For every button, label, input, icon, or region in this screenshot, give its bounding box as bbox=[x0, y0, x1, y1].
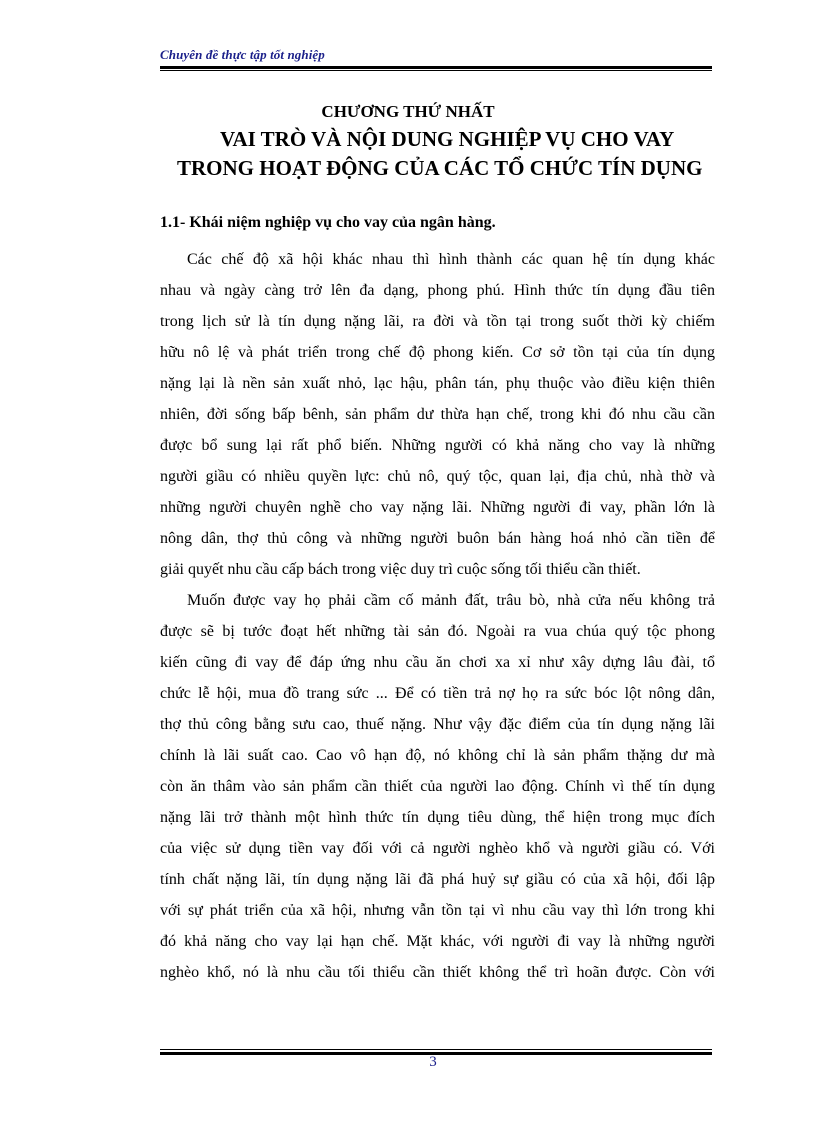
paragraph-line: trong lịch sử là tín dụng nặng lãi, ra đời và tồn tại trong suốt thời kỳ chiếm bbox=[160, 313, 715, 330]
paragraph-line: nghèo khổ, nó là nhu cầu tối thiểu cần thiết không thể trì hoãn được. Còn với bbox=[160, 964, 715, 981]
paragraph-line: người giầu có nhiều quyền lực: chủ nô, quý tộc, quan lại, địa chủ, nhà thờ và bbox=[160, 468, 715, 485]
paragraph-line: chức lễ hội, mua đồ trang sức ... Để có tiền trả nợ họ ra sức bóc lột nông dân, bbox=[160, 685, 715, 702]
paragraph-line: nhau và ngày càng trở lên đa dạng, phong phú. Hình thức tín dụng đầu tiên bbox=[160, 282, 715, 299]
paragraph-line: nhiên, đời sống bấp bênh, sản phẩm dư thừa hạn chế, trong khi đó nhu cầu cần bbox=[160, 406, 715, 423]
paragraph-1 bbox=[160, 244, 715, 585]
paragraph-line: kiến cũng đi vay để đáp ứng nhu cầu ăn chơi xa xỉ như xây dựng lâu đài, tổ bbox=[160, 654, 715, 671]
paragraph-line: chính là lãi suất cao. Cao vô hạn độ, nó không chỉ là sản phẩm thặng dư mà bbox=[160, 747, 715, 764]
paragraph-line: đó khả năng cho vay lại hạn chế. Mặt khác, với người đi vay là những người bbox=[160, 933, 715, 950]
paragraph-line: nông dân, thợ thủ công và những người buôn bán hàng hoá nhỏ cần tiền để bbox=[160, 530, 715, 547]
paragraph-2 bbox=[160, 585, 715, 988]
paragraph-line: được sẽ bị tước đoạt hết những tài sản đó. Ngoài ra vua chúa quý tộc phong bbox=[160, 623, 715, 640]
footer-rule-thin bbox=[160, 1049, 712, 1050]
paragraph-line: của việc sử dụng tiền vay đối với cả người nghèo khổ và người giầu có. Với bbox=[160, 840, 715, 857]
paragraph-line: hữu nô lệ và phát triển trong chế độ phong kiến. Cơ sở tồn tại của tín dụng bbox=[160, 344, 715, 361]
page-number: 3 bbox=[429, 1054, 437, 1070]
header-rule-thin bbox=[160, 70, 712, 71]
paragraph-line: giải quyết nhu cầu cấp bách trong việc duy trì cuộc sống tối thiểu cần thiết. bbox=[160, 561, 641, 578]
section-heading: 1.1- Khái niệm nghiệp vụ cho vay của ngân hàng. bbox=[160, 214, 496, 231]
paragraph-line: Muốn được vay họ phải cầm cố mảnh đất, trâu bò, nhà cửa nếu không trả bbox=[187, 592, 715, 609]
paragraph-line: còn ăn thâm vào sản phẩm cần thiết của người lao động. Chính vì thế tín dụng bbox=[160, 778, 715, 795]
paragraph-line: những người chuyên nghề cho vay nặng lãi. Những người đi vay, phần lớn là bbox=[160, 499, 715, 516]
paragraph-line: với sự phát triển của xã hội, nhưng vẫn tồn tại vì nhu cầu vay thì lớn trong khi bbox=[160, 902, 715, 919]
header-rule bbox=[160, 66, 712, 69]
paragraph-line: nặng lãi trở thành một hình thức tín dụng tiêu dùng, thể hiện trong mục đích bbox=[160, 809, 715, 826]
paragraph-line: tính chất nặng lãi, tín dụng nặng lãi đã phá huỷ sự giầu có của xã hội, đối lập bbox=[160, 871, 715, 888]
chapter-title-line-2: TRONG HOẠT ĐỘNG CỦA CÁC TỔ CHỨC TÍN DỤNG bbox=[177, 156, 703, 180]
paragraph-line: được bổ sung lại rất phổ biến. Những người có khả năng cho vay là những bbox=[160, 437, 715, 454]
paragraph-line: nặng lại là nền sản xuất nhỏ, lạc hậu, phân tán, phụ thuộc vào điều kiện thiên bbox=[160, 375, 715, 392]
chapter-title-line-1: VAI TRÒ VÀ NỘI DUNG NGHIỆP VỤ CHO VAY bbox=[220, 127, 675, 151]
chapter-label: CHƯƠNG THỨ NHẤT bbox=[321, 102, 495, 121]
paragraph-line: Các chế độ xã hội khác nhau thì hình thành các quan hệ tín dụng khác bbox=[187, 251, 715, 268]
running-header: Chuyên đề thực tập tốt nghiệp bbox=[160, 47, 325, 62]
paragraph-line: thợ thủ công bằng sưu cao, thuế nặng. Như vậy đặc điểm của tín dụng nặng lãi bbox=[160, 716, 715, 733]
